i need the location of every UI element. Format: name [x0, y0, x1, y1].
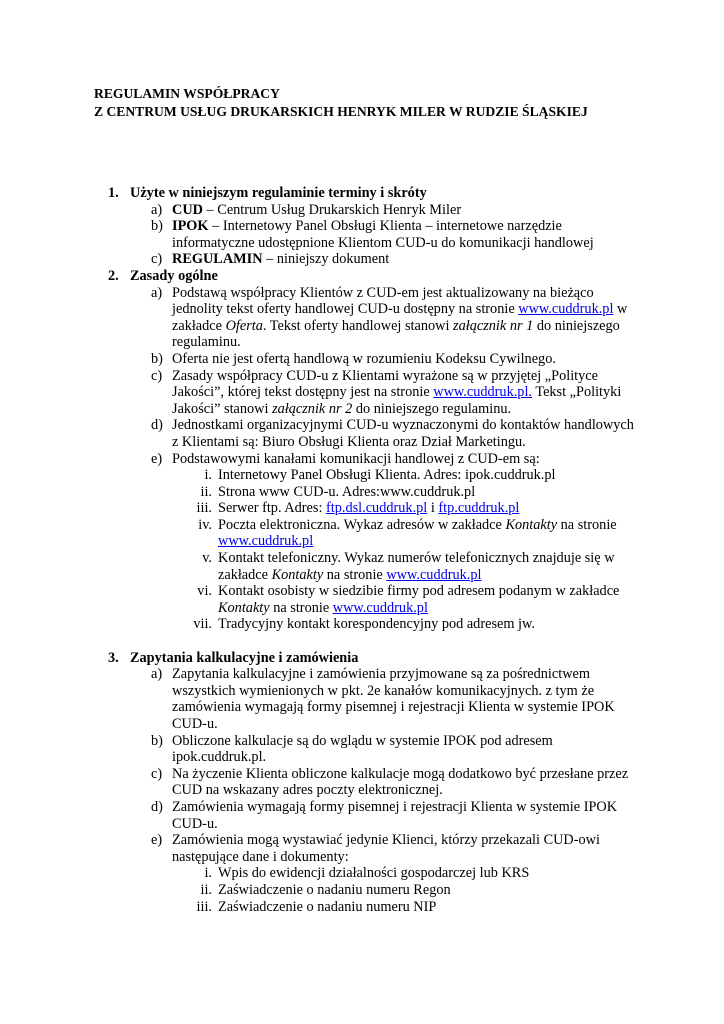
section-3-item-c: c) Na życzenie Klienta obliczone kalkulacje mogą dodatkowo być przesłane przez CUD na wskazany adres poczty elektronicznej. — [151, 765, 629, 799]
section-3-e-iii: iii. Zaświadczenie o nadaniu numeru NIP — [196, 898, 437, 915]
link-cuddruk[interactable]: www.cuddruk.pl — [518, 301, 614, 318]
link-cuddruk[interactable]: www.cuddruk.pl — [386, 566, 482, 583]
link-ftp-dsl[interactable]: ftp.dsl.cuddruk.pl — [326, 500, 428, 517]
term-regulamin: REGULAMIN — [172, 251, 263, 268]
section-1-item-b: b) IPOK – Internetowy Panel Obsługi Klienta – internetowe narzędzie informatyczne udostępnione Klientom CUD-u do komunikacji handlowej — [151, 218, 594, 251]
section-2-e-vii: vii. Tradycyjny kontakt korespondencyjny pod adresem jw. — [193, 616, 535, 633]
section-2-item-a: a) Podstawą współpracy Klientów z CUD-em jest aktualizowany na bieżąco jednolity tekst oferty handlowej CUD-u dostępny na stronie www.cuddruk.pl w zakładce Oferta. Tekst oferty handlowej stanowi załącznik nr 1 do niniejszego regulaminu. — [151, 284, 628, 351]
spacer — [0, 633, 724, 650]
document-body — [0, 185, 724, 915]
section-3-e-ii: ii. Zaświadczenie o nadaniu numeru Regon — [200, 881, 451, 898]
link-cuddruk[interactable]: www.cuddruk.pl — [218, 533, 314, 550]
term-cud: CUD — [172, 201, 203, 218]
section-3-item-e: e) Zamówienia mogą wystawiać jedynie Klienci, którzy przekazali CUD-owi następujące dane i dokumenty: — [151, 832, 600, 865]
section-2-item-b: b) Oferta nie jest ofertą handlową w rozumieniu Kodeksu Cywilnego. — [151, 350, 556, 367]
section-3-item-d: d) Zamówienia wymagają formy pisemnej i rejestracji Klienta w systemie IPOK CUD-u. — [151, 798, 618, 832]
section-2-item-e: e) Podstawowymi kanałami komunikacji handlowej z CUD-em są: — [151, 450, 540, 467]
section-2-heading: 2. Zasady ogólne — [108, 267, 218, 284]
section-1-item-c: c) REGULAMIN – niniejszy dokument — [151, 251, 390, 268]
section-3-heading: 3. Zapytania kalkulacyjne i zamówienia — [108, 649, 359, 666]
section-2-e-v: v. Kontakt telefoniczny. Wykaz numerów telefonicznych znajduje się w zakładce Kontakty na stronie www.cuddruk.pl — [202, 550, 615, 583]
section-3-item-b: b) Obliczone kalkulacje są do wglądu w systemie IPOK pod adresem ipok.cuddruk.pl. — [151, 732, 553, 766]
section-2-e-ii: ii. Strona www CUD-u. Adres:www.cuddruk.pl — [200, 483, 476, 500]
section-2-item-c: c) Zasady współpracy CUD-u z Klientami wyrażone są w przyjętej „Polityce Jakości”, której tekst dostępny jest na stronie www.cuddruk.pl. Tekst „Polityki Jakości” stanowi załącznik nr 2 do niniejszego regulaminu. — [151, 367, 622, 417]
section-2-e-i: i. Internetowy Panel Obsługi Klienta. Adres: ipok.cuddruk.pl — [204, 467, 556, 484]
section-3-e-i: i. Wpis do ewidencji działalności gospodarczej lub KRS — [204, 865, 530, 882]
section-2-e-vi: vi. Kontakt osobisty w siedzibie firmy pod adresem podanym w zakładce Kontakty na stronie www.cuddruk.pl — [197, 583, 620, 616]
section-2-item-d: d) Jednostkami organizacyjnymi CUD-u wyznaczonymi do kontaktów handlowych z Klientami są: Biuro Obsługi Klienta oraz Dział Marketingu. — [151, 417, 634, 450]
link-ftp[interactable]: ftp.cuddruk.pl — [438, 500, 520, 517]
section-2-e-iii: iii. Serwer ftp. Adres: ftp.dsl.cuddruk.pl i ftp.cuddruk.pl — [196, 500, 520, 517]
document-title — [94, 85, 588, 121]
link-cuddruk[interactable]: www.cuddruk.pl — [332, 599, 428, 616]
section-3-item-a: a) Zapytania kalkulacyjne i zamówienia przyjmowane są za pośrednictwem wszystkich wymienionych w pkt. 2e kanałów komunikacyjnych. z tym że zamówienia wymagają formy pisemnej i rejestracji Klienta w systemie IPOK CUD-u. — [151, 666, 615, 732]
title-line-2: Z CENTRUM USŁUG DRUKARSKICH HENRYK MILER W RUDZIE ŚLĄSKIEJ — [94, 104, 588, 119]
section-1-heading: 1. Użyte w niniejszym regulaminie terminy i skróty — [108, 185, 427, 201]
section-1-item-a: a) CUD – Centrum Usług Drukarskich Henryk Miler — [151, 201, 462, 218]
link-cuddruk[interactable]: www.cuddruk.pl. — [433, 384, 533, 401]
term-ipok: IPOK — [172, 218, 209, 235]
title-line-1: REGULAMIN WSPÓŁPRACY — [94, 86, 280, 101]
section-2-e-iv: iv. Poczta elektroniczna. Wykaz adresów w zakładce Kontakty na stronie www.cuddruk.pl — [198, 516, 617, 550]
